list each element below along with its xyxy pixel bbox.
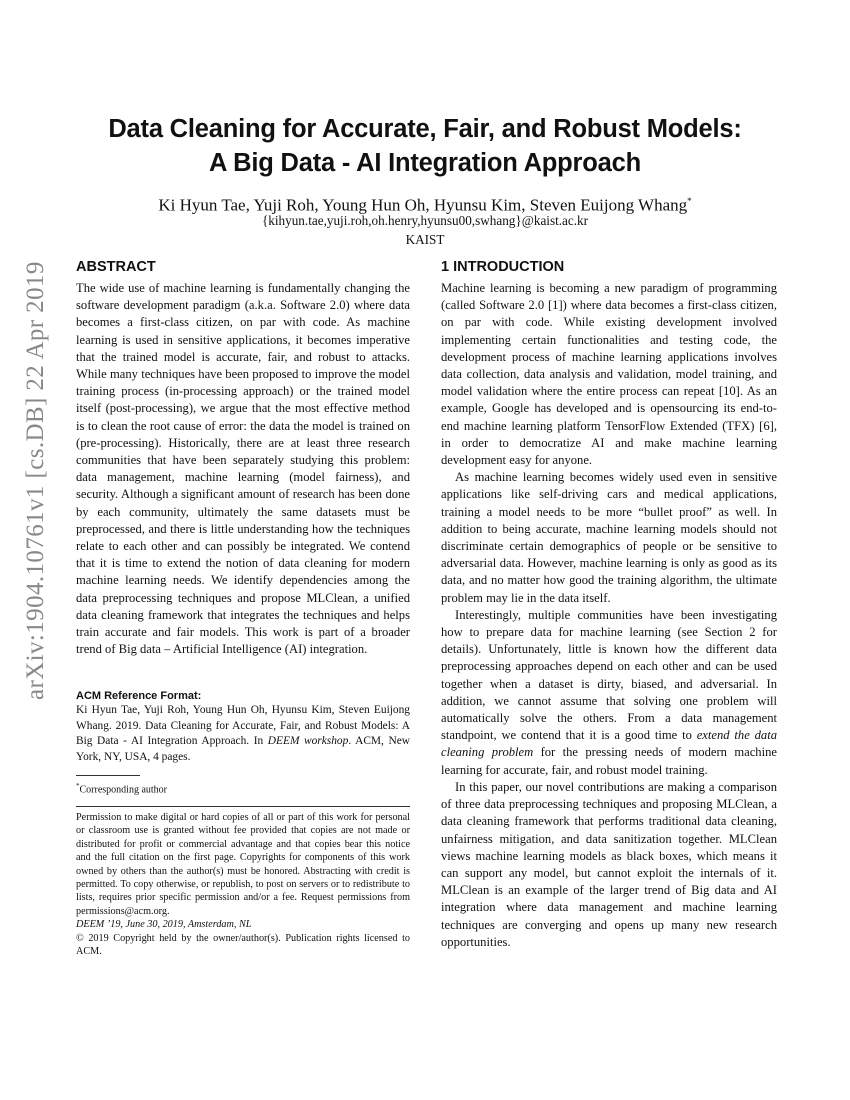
- author-names: Ki Hyun Tae, Yuji Roh, Young Hun Oh, Hyunsu Kim, Steven Euijong Whang: [158, 195, 688, 215]
- acm-reference-text: [76, 703, 410, 765]
- introduction-body: [441, 280, 777, 951]
- author-emails: {kihyun.tae,yuji.roh,oh.henry,hyunsu00,swhang}@kaist.ac.kr: [261, 213, 589, 228]
- footnote-mark: *: [76, 782, 80, 790]
- intro-paragraph-3: [441, 607, 777, 779]
- acm-ref-text-after: . ACM, New York, NY, USA, 4 pages.: [76, 735, 410, 763]
- acm-reference-heading: ACM Reference Format:: [76, 690, 202, 702]
- abstract-body: [76, 280, 410, 658]
- title-line-1: Data Cleaning for Accurate, Fair, and Robust Models:: [108, 115, 742, 143]
- introduction-heading: 1 INTRODUCTION: [441, 259, 565, 275]
- arxiv-sidebar-stamp: arXiv:1904.10761v1 [cs.DB] 22 Apr 2019: [22, 261, 49, 700]
- acm-ref-text-before: Ki Hyun Tae, Yuji Roh, Young Hun Oh, Hyunsu Kim, Steven Euijong Whang. 2019. Data Cleaning for Accurate, Fair, and Robust Models: A Big Data - AI Integration Approach. In: [76, 704, 410, 748]
- corresponding-mark: *: [687, 196, 692, 206]
- author-list: [60, 191, 790, 216]
- abstract-text: The wide use of machine learning is fundamentally changing the software development paradigm (a.k.a. Software 2.0) where data becomes a first-class citizen, on par with code. As machine learning is used in sensitive applications, it becomes imperative that the trained model is accurate, fair, and robust to attacks. While many techniques have been proposed to improve the model training process (in-processing approach) or the trained model itself (post-processing), we argue that the most effective method is to clean the root cause of error: the data the model is trained on (pre-processing). Historically, there are at least three research communities that have been separately studying this problem: data management, machine learning (model fairness), and security. Although a significant amount of research has been done by each community, ultimately the same datasets must be preprocessed, and there is little understanding how the techniques relate to each other and can possibly be integrated. We contend that it is time to extend the notion of data cleaning for modern machine learning needs. We identify dependencies among the data preprocessing techniques and propose MLClean, a unified data cleaning framework that integrates the techniques and helps train accurate and fair models. This work is part of a broader trend of Big data – Artificial Intelligence (AI) integration.: [76, 281, 410, 657]
- permission-text: Permission to make digital or hard copies of all or part of this work for personal or classroom use is granted without fee provided that copies are not made or distributed for profit or commercial advantage and that copies bear this notice and the full citation on the first page. Copyrights for components of this work owned by others than the author(s) must be honored. Abstracting with credit is permitted. To copy otherwise, or republish, to post on servers or to redistribute to lists, requires prior specific permission and/or a fee. Request permissions from permissions@acm.org.: [76, 812, 410, 917]
- acm-ref-venue: DEEM workshop: [267, 735, 349, 748]
- abstract-heading: ABSTRACT: [76, 259, 156, 275]
- intro-p3-before: Interestingly, multiple communities have been investigating how to prepare data for machine learning (see Section 2 for details). Unfortunately, little is known how the different data preprocessing approaches depend on each other and can be used together when a dataset is dirty, biased, and adversarial. In addition, we cannot assume that solving one problem will automatically solve the others. From a data management standpoint, we contend that it is a good time to: [441, 607, 777, 743]
- permission-copyright: © 2019 Copyright held by the owner/author(s). Publication rights licensed to ACM.: [76, 932, 410, 958]
- permission-rule: [76, 806, 410, 807]
- intro-p3-after: for the pressing needs of modern machine learning for accurate, fair, and robust model training.: [441, 745, 777, 777]
- title-line-2: A Big Data - AI Integration Approach: [209, 149, 641, 177]
- paper-title: [60, 112, 790, 180]
- permission-venue: DEEM ’19, June 30, 2019, Amsterdam, NL: [76, 919, 252, 931]
- intro-paragraph-2: As machine learning becomes widely used even in sensitive applications like self-driving cars and medical applications, training a model needs to be more “bullet proof” as well. In addition to being accurate, machine learning models should not discriminate certain demographics of people or be sensitive to adversarial data. However, machine learning is only as good as its data, and no matter how good the training algorithm, the ultimate problem may lie in the data itself.: [441, 470, 777, 605]
- intro-paragraph-4: In this paper, our novel contributions are making a comparison of three data preprocessing techniques and proposing MLClean, a data cleaning framework that performs traditional data cleaning, unfairness mitigation, and data sanitization together. MLClean views machine learning models as black boxes, which means it can support any model, but cannot exploit the internals of it. MLClean is an example of the larger trend of Big data and AI integration where data management and machine learning techniques are converging and opens up many new research opportunities.: [441, 779, 777, 949]
- footnote-text: Corresponding author: [79, 784, 167, 796]
- permission-block: [76, 811, 410, 958]
- intro-paragraph-1: Machine learning is becoming a new paradigm of programming (called Software 2.0 [1]) where data becomes a first-class citizen, on par with code. While existing development involved implementing certain functionalities and testing code, the development process of machine learning applications involves data collection, data analysis and validation, model training, and model validation where the entire process can repeat [10]. As an example, Google has developed and is opensourcing its end-to-end machine learning platform TensorFlow Extended (TFX) [6], in order to democratize AI and make machine learning development easy for anyone.: [441, 281, 777, 468]
- author-affiliation: KAIST: [405, 232, 445, 247]
- footnote: [76, 780, 167, 796]
- footnote-rule: [76, 775, 140, 776]
- intro-p3-emphasis: extend the data cleaning problem: [441, 728, 777, 760]
